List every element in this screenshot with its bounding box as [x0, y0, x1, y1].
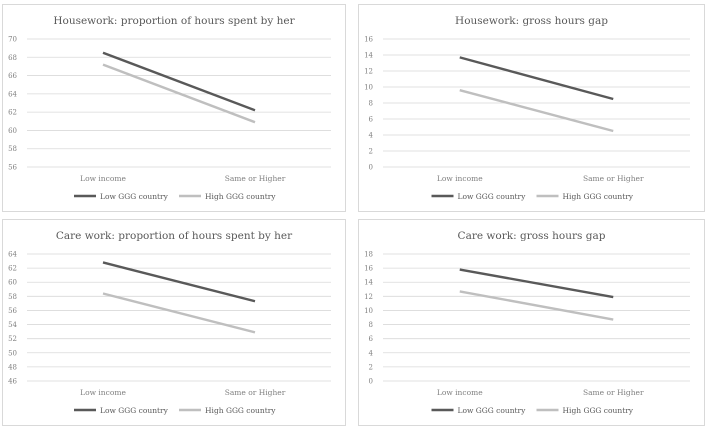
y-tick-label: 46	[8, 377, 17, 386]
y-tick-label: 66	[8, 72, 17, 81]
y-tick-label: 50	[8, 349, 17, 358]
legend-label: Low GGG country	[100, 192, 168, 201]
x-category-label: Same or Higher	[582, 174, 644, 183]
y-tick-label: 68	[8, 53, 17, 62]
series-line-low-ggg	[460, 57, 614, 99]
y-tick-label: 0	[368, 377, 373, 386]
x-category-label: Same or Higher	[582, 388, 644, 397]
y-tick-label: 58	[8, 145, 17, 154]
legend-label: High GGG country	[205, 406, 276, 415]
y-tick-label: 6	[368, 115, 373, 124]
y-tick-label: 52	[8, 335, 17, 344]
x-category-label: Low income	[436, 174, 483, 183]
y-tick-label: 64	[8, 90, 17, 99]
y-tick-label: 62	[8, 108, 17, 117]
chart-svg	[359, 220, 704, 425]
chart-svg	[3, 5, 345, 211]
y-tick-label: 12	[364, 67, 373, 76]
x-category-label: Low income	[80, 174, 126, 183]
legend-label: Low GGG country	[100, 406, 168, 415]
y-tick-label: 56	[8, 306, 17, 315]
y-tick-label: 4	[368, 349, 373, 358]
y-tick-label: 16	[364, 35, 373, 44]
x-category-label: Same or Higher	[224, 388, 286, 397]
chart-svg	[3, 220, 345, 425]
y-tick-label: 10	[364, 306, 373, 315]
y-tick-label: 60	[8, 278, 17, 287]
legend-label: Low GGG country	[457, 192, 526, 201]
chart-panel-carework-gap	[358, 219, 705, 426]
chart-title: Care work: proportion of hours spent by her	[55, 230, 293, 242]
series-line-low-ggg	[460, 270, 614, 298]
series-line-low-ggg	[103, 53, 255, 111]
chart-panel-housework-gap	[358, 4, 705, 212]
y-tick-label: 8	[368, 321, 373, 330]
chart-title: Housework: proportion of hours spent by her	[53, 15, 295, 27]
series-line-high-ggg	[103, 294, 255, 333]
series-line-high-ggg	[460, 90, 614, 131]
y-tick-label: 14	[364, 51, 373, 60]
y-tick-label: 0	[368, 163, 373, 172]
y-tick-label: 14	[364, 278, 373, 287]
y-tick-label: 2	[368, 147, 373, 156]
chart-panel-carework-proportion	[2, 219, 346, 426]
chart-svg	[359, 5, 704, 211]
y-tick-label: 64	[8, 250, 17, 259]
chart-title: Housework: gross hours gap	[455, 15, 608, 27]
series-line-high-ggg	[103, 65, 255, 123]
y-tick-label: 6	[368, 335, 373, 344]
y-tick-label: 58	[8, 292, 17, 301]
y-tick-label: 12	[364, 292, 373, 301]
y-tick-label: 2	[368, 363, 373, 372]
series-line-high-ggg	[460, 291, 614, 319]
chart-title: Care work: gross hours gap	[457, 230, 606, 242]
legend-label: High GGG country	[562, 406, 634, 415]
y-tick-label: 18	[364, 250, 373, 259]
y-tick-label: 48	[8, 363, 17, 372]
y-tick-label: 56	[8, 163, 17, 172]
legend-label: High GGG country	[205, 192, 276, 201]
chart-panel-housework-proportion	[2, 4, 346, 212]
legend-label: Low GGG country	[457, 406, 526, 415]
x-category-label: Same or Higher	[224, 174, 286, 183]
y-tick-label: 54	[8, 321, 17, 330]
y-tick-label: 70	[8, 35, 17, 44]
y-tick-label: 60	[8, 126, 17, 135]
y-tick-label: 62	[8, 264, 17, 273]
y-tick-label: 10	[364, 83, 373, 92]
y-tick-label: 4	[368, 131, 373, 140]
y-tick-label: 8	[368, 99, 373, 108]
x-category-label: Low income	[436, 388, 483, 397]
legend-label: High GGG country	[562, 192, 634, 201]
y-tick-label: 16	[364, 264, 373, 273]
x-category-label: Low income	[80, 388, 126, 397]
